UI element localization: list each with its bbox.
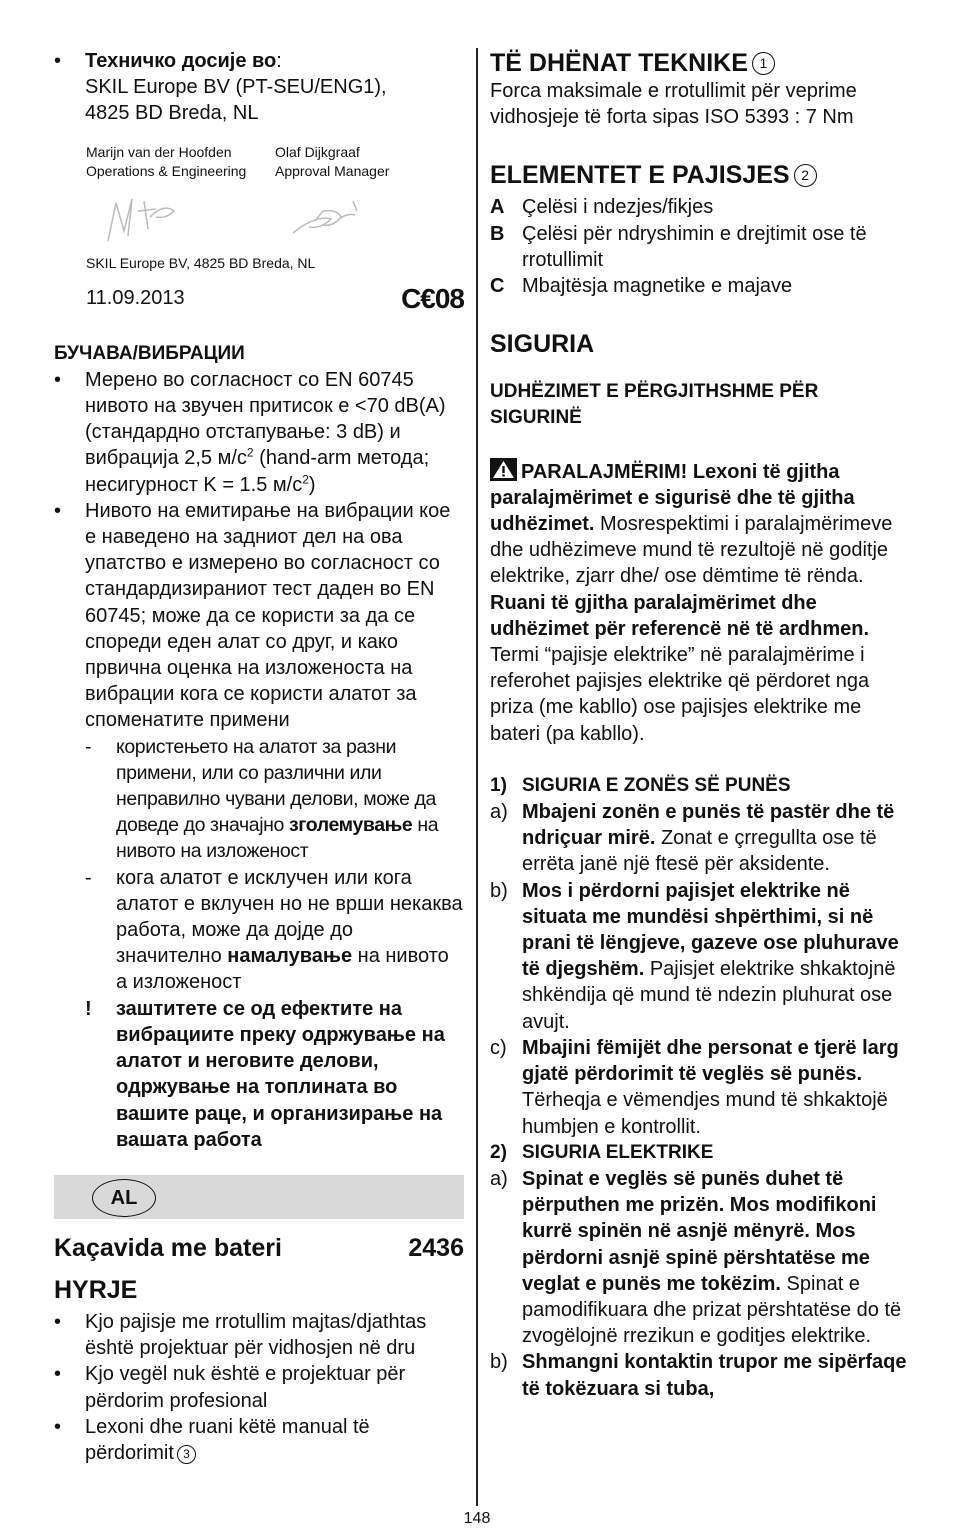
signatory-2-name: Olaf Dijkgraaf [275, 143, 360, 160]
item-key: b) [490, 879, 508, 902]
bullet-mark: • [54, 50, 62, 72]
noise-heading: БУЧАВА/ВИБРАЦИИ [54, 342, 245, 364]
noise-bullet-1 [54, 367, 464, 498]
tech-file-bullet [54, 48, 464, 127]
section-1-heading [490, 773, 910, 799]
dash2-bold: намалување [227, 945, 353, 968]
section-1-title: SIGURIA E ZONËS SË PUNËS [522, 774, 791, 796]
dash-mark: - [85, 866, 92, 889]
bullet-mark: • [54, 499, 62, 522]
tech-file-label: Техничко досије во [85, 50, 277, 72]
item-bold: Mbajeni zonën e punës të pastër dhe të ndriçuar mirë. [522, 801, 895, 850]
product-name: Kaçavida me bateri [54, 1233, 282, 1262]
declaration-date: 11.09.2013 [86, 287, 185, 310]
intro-bullet-1-text: Kjo pajisje me rrotullim majtas/djathtas është projektuar për vidhosjen në dru [85, 1310, 427, 1360]
elements-list [490, 194, 910, 299]
general-safety-heading: UDHËZIMET E PËRGJITHSHME PËR SIGURINË [490, 381, 819, 429]
exclamation-text: заштитете се од ефектите на вибрациите преку одржување на алатот и неговите делови, одржување на топлината во вашите раце, и организирање на вашата работа [116, 997, 445, 1151]
safety-heading: SIGURIA [490, 330, 595, 359]
noise-b1-mid: (hand-arm метода; несигурност K = 1.5 м/с [85, 447, 430, 496]
section-2-item [490, 1166, 910, 1349]
section-1-item [490, 1035, 910, 1140]
warning-bold-2: Ruani të gjitha paralajmërimet dhe udhëzimet për referencë në të ardhmen. [490, 591, 870, 640]
signatory-2-title: Approval Manager [275, 162, 390, 179]
warning-paragraph [490, 458, 910, 747]
item-bold: Mbajini fëmijët dhe personat e tjerë larg gjatë përdorimit të veglës së punës. [522, 1036, 899, 1086]
dash2-post: на нивото а изложеност [116, 945, 449, 994]
tech-data-heading-text: TË DHËNAT TEKNIKE [490, 49, 748, 77]
bullet-mark: • [54, 368, 62, 391]
item-key: a) [490, 1167, 508, 1190]
element-key: C [490, 275, 505, 298]
date-row [54, 283, 464, 315]
signatory-2 [275, 143, 464, 256]
element-item [490, 273, 910, 299]
signatory-1 [86, 143, 275, 256]
item-text: Zonat e çrregullta ose të errëta janë një ftesë për aksidente. [522, 827, 877, 876]
dash1-post: на нивото на изложеност [116, 814, 439, 863]
figure-ref-3: 3 [177, 1445, 196, 1464]
intro-bullet-2 [54, 1361, 464, 1413]
warning-bold-1: PARALAJMËRIM! Lexoni të gjitha paralajmërimet e sigurisë dhe të gjitha udhëzimet. [490, 460, 855, 536]
column-divider [476, 48, 478, 1506]
noise-b1-end: ) [308, 473, 316, 496]
section-2-title: SIGURIA ELEKTRIKE [522, 1141, 714, 1163]
item-key: c) [490, 1036, 507, 1059]
elements-heading-text: ELEMENTET E PAJISJES [490, 161, 790, 190]
section-1-item [490, 878, 910, 1035]
item-key: b) [490, 1351, 508, 1374]
intro-bullet-3-text: Lexoni dhe ruani këtë manual të përdorimit [85, 1415, 370, 1464]
language-bar [54, 1175, 464, 1219]
bullet-mark: • [54, 1415, 62, 1438]
item-key: a) [490, 801, 508, 824]
warning-triangle-icon [490, 458, 517, 481]
noise-b1-pre: Мерено во согласност со EN 60745 нивото на звучен притисок е <70 dB(A) (стандардно отстапување: 3 dB) и вибрација 2,5 м/с [85, 368, 446, 470]
warning-text-2: Termi “pajisje elektrike” në paralajmërime i referohet pajisjes elektrike që përdoret nga priza (me kabllo) ose pajisjes elektrike me bateri (pa kabllo). [490, 644, 870, 745]
intro-bullet-2-text: Kjo vegël nuk është e projektuar për përdorim profesional [85, 1363, 406, 1412]
element-text: Mbajtësja magnetike e majave [522, 275, 793, 298]
noise-b1-sup2: 2 [302, 471, 309, 486]
elements-heading [490, 160, 910, 190]
item-bold: Mos i përdorni pajisjet elektrike në situata me mundësi shpërthimi, si në prani të lëngjeve, gazeve ose pluhurave të djegshëm. [522, 879, 899, 981]
section-2-item [490, 1349, 910, 1401]
tech-data-text: Forca maksimale e rrotullimit për veprime vidhosjeje të forta sipas ISO 5393 : 7 Nm [490, 80, 857, 129]
intro-bullet-1 [54, 1309, 464, 1361]
dash1-pre: користењето на алатот за разни примени, или со различни или неправилно чувани делови, може да доведе до значајно [116, 735, 436, 837]
left-column [54, 48, 464, 1466]
page-number: 148 [463, 1510, 491, 1527]
warning-text-1: Mosrespektimi i paralajmërimeve dhe udhëzimeve mund të rezultojë në goditje elektrike, zjarr dhe/ ose dëmtime të rënda. [490, 513, 893, 588]
tech-file-line2: 4825 BD Breda, NL [85, 102, 259, 125]
right-column [490, 48, 910, 1402]
item-text: Tërheqja e vëmendjes mund të shkaktojë humbjen e kontrollit. [522, 1089, 888, 1138]
dash-mark: - [85, 735, 92, 758]
figure-ref-1: 1 [752, 52, 775, 75]
item-bold: Shmangni kontaktin trupor me sipërfaqe të tokëzuara si tuba, [522, 1351, 907, 1400]
element-text: Çelësi për ndryshimin e drejtimit ose të rrotullimit [522, 222, 867, 271]
item-bold: Spinat e veglës së punës duhet të përputhen me prizën. Mos modifikoni kurrë spinën në asnjë mënyrë. Mos përdorni asnjë spinë përshtatëse me veglat e punës me tokëzim. [522, 1167, 877, 1295]
noise-dash-1 [54, 734, 464, 865]
item-text: Spinat e pamodifikuara dhe prizat përshtatëse do të zvogëlojnë rrezikun e goditjes elektrike. [522, 1272, 902, 1348]
bullet-mark: • [54, 1363, 62, 1386]
element-text: Çelësi i ndezjes/fikjes [522, 196, 714, 219]
signature-1-image [86, 181, 206, 251]
product-number: 2436 [408, 1233, 464, 1262]
item-text: Pajisjet elektrike shkaktojnë shkëndija që mund të ndezin pluhurat ose avujt. [522, 958, 896, 1033]
company-address: SKIL Europe BV, 4825 BD Breda, NL [86, 254, 316, 271]
signatory-1-name: Marijn van der Hoofden [86, 143, 232, 160]
noise-b1-sup1: 2 [246, 445, 254, 460]
noise-bullet-2-text: Нивото на емитирање на вибрации кое е наведено на задниот дел на ова упатство е измерено во согласност со стандардизираниот тест даден во EN 60745; може да се користи за да се спореди еден алат со друг, и како првична оценка на изложеноста на вибрации кога се користи алатот за споменатите примени [85, 499, 451, 732]
noise-exclamation [54, 996, 464, 1153]
element-item [490, 194, 910, 220]
language-code-badge: AL [92, 1179, 156, 1217]
noise-dash-2 [54, 865, 464, 996]
dash2-pre: кога алатот е исклучен или кога алатот е вклучен но не врши некаква работа, може да дојде до значително [116, 866, 463, 968]
section-2-heading [490, 1140, 910, 1166]
tech-file-colon: : [276, 50, 282, 72]
intro-bullet-3 [54, 1414, 464, 1466]
product-title-row [54, 1233, 464, 1263]
ce-mark: C€08 [401, 282, 464, 314]
element-item [490, 221, 910, 273]
signatory-1-title: Operations & Engineering [86, 162, 247, 179]
tech-file-line1: SKIL Europe BV (PT-SEU/ENG1), [85, 76, 387, 99]
section-1-item [490, 799, 910, 878]
signature-2-image [275, 181, 395, 251]
intro-heading: HYRJE [54, 1275, 138, 1304]
section-1-number: 1) [490, 774, 507, 796]
element-key: A [490, 196, 505, 219]
bullet-mark: • [54, 1310, 62, 1333]
noise-bullet-2 [54, 498, 464, 734]
element-key: B [490, 222, 505, 245]
section-2-number: 2) [490, 1141, 507, 1163]
figure-ref-2: 2 [794, 164, 817, 187]
tech-data-heading [490, 48, 910, 78]
signatures [54, 143, 464, 256]
dash1-bold: зголемување [288, 814, 413, 837]
exclamation-mark: ! [85, 997, 92, 1020]
noise-bullet-1-text [85, 367, 464, 498]
